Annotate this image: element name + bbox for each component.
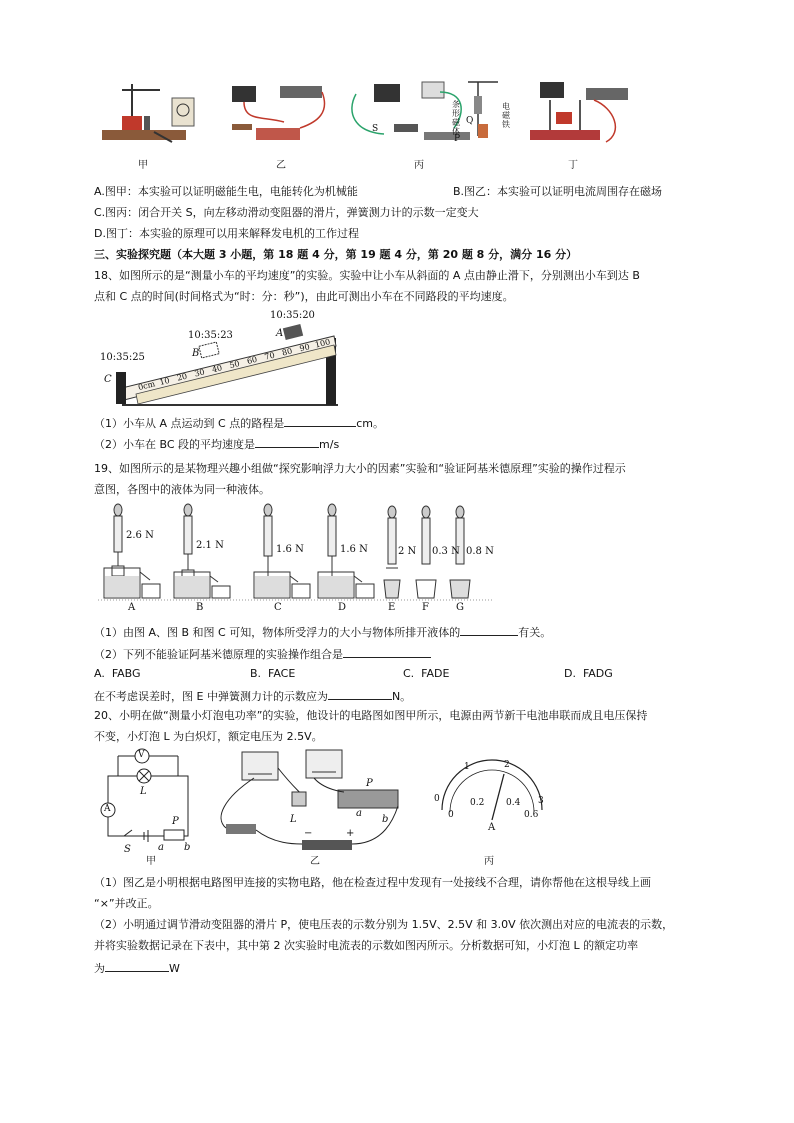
q18-sub1-unit: cm。 [356, 417, 384, 430]
diagram-a-label: A [104, 804, 111, 814]
q18-point-a: A [276, 328, 284, 339]
diagram-l-label: L [140, 786, 147, 797]
ruler-tick: 40 [211, 363, 224, 375]
q19-sub1 [94, 623, 551, 641]
q20-stem-line1: 20、小明在做“测量小灯泡电功率”的实验，他设计的电路图如图甲所示，电源由两节新干电池串联而成且电压保持 [94, 709, 648, 722]
fig-label-jia: 甲 [138, 160, 148, 171]
setup-b [174, 504, 230, 598]
dial-bottom-04: 0.4 [506, 798, 521, 808]
q20-sub1-line1: （1）图乙是小明根据电路图甲连接的实物电路，他在检查过程中发现有一处接线不合理，请你帮他在这根导线上画 [94, 876, 651, 889]
reading-c: 1.6 N [276, 544, 304, 555]
q19-stem-line2: 意图，各图中的液体为同一种液体。 [94, 483, 270, 496]
phys-minus-label: − [304, 828, 313, 839]
ruler-tick: 0cm [137, 379, 156, 393]
fig-bing-em-label: 电磁铁 [502, 102, 510, 129]
q18-stem-line2: 点和 C 点的时间(时间格式为“时：分：秒”)，由此可测出小车在不同路段的平均速度。 [94, 290, 514, 303]
ruler-tick: 90 [298, 342, 311, 354]
fig-bing-q: Q [466, 116, 474, 126]
q18-answer-blank-1[interactable] [284, 414, 356, 427]
letter-e: E [388, 602, 396, 613]
ruler-tick: 100 [314, 337, 332, 350]
q19-option-b: B. FACE [250, 667, 296, 680]
letter-d: D [338, 602, 347, 613]
diagram-b-terminal: b [184, 842, 191, 853]
q19-option-d: D. FADG [564, 667, 613, 680]
phys-a-terminal: a [356, 808, 362, 819]
phys-b-terminal: b [382, 814, 389, 825]
q18-sub2 [94, 435, 339, 453]
q18-figure [98, 308, 354, 410]
q18-time-a: 10:35:20 [270, 310, 315, 321]
q20-answer-blank-power[interactable] [105, 959, 169, 972]
diagram-p-label: P [172, 816, 179, 827]
q18-sub2-unit: m/s [319, 438, 340, 451]
ruler-tick: 50 [228, 359, 241, 371]
q19-sub2-text: （2）下列不能验证阿基米德原理的实验操作组合是 [94, 648, 343, 661]
q19-sub1-tail: 有关。 [518, 626, 552, 639]
q20-sub2-line3 [94, 959, 180, 977]
circuit-label-jia: 甲 [146, 856, 156, 867]
dial-top-2: 2 [504, 760, 510, 770]
ruler-tick: 60 [246, 354, 259, 366]
phys-p-label: P [366, 778, 373, 789]
diagram-a-terminal: a [158, 842, 164, 853]
q18-stem-line1: 18、如图所示的是“测量小车的平均速度”的实验。实验中让小车从斜面的 A 点由静止滑下，分别测出小车到达 B [94, 269, 640, 282]
q18-answer-blank-2[interactable] [255, 435, 319, 448]
fig-bing-magnet-label: 条形磁体 [452, 100, 460, 136]
dial-top-0: 0 [434, 794, 440, 804]
letter-b: B [196, 602, 204, 613]
q17-option-c: C.图丙：闭合开关 S，向左移动滑动变阻器的滑片，弹簧测力计的示数一定变大 [94, 206, 479, 219]
q18-time-c: 10:35:25 [100, 352, 145, 363]
q20-stem-line2: 不变，小灯泡 L 为白炽灯，额定电压为 2.5V。 [94, 730, 323, 743]
q18-point-c: C [104, 374, 112, 385]
ruler-tick: 30 [193, 367, 206, 379]
q18-sub2-text: （2）小车在 BC 段的平均速度是 [94, 438, 256, 451]
buoyancy-drawing [98, 500, 494, 618]
q18-sub1-text: （1）小车从 A 点运动到 C 点的路程是 [94, 417, 285, 430]
q20-sub2-wei: 为 [94, 962, 105, 975]
fig-jia-apparatus [102, 84, 194, 142]
q19-option-c: C. FADE [403, 667, 450, 680]
circuit-label-bing: 丙 [484, 856, 494, 867]
dial-bottom-02: 0.2 [470, 798, 485, 808]
q19-sub1-text: （1）由图 A、图 B 和图 C 可知，物体所受浮力的大小与物体所排开液体的 [94, 626, 461, 639]
fig-yi-apparatus [232, 86, 325, 140]
dial-unit: A [488, 822, 496, 833]
q20-sub2-line1: （2）小明通过调节滑动变阻器的滑片 P，使电压表的示数分别为 1.5V、2.5V 和 3.0V 依次测出对应的电流表的示数， [94, 918, 674, 931]
q19-answer-blank-1[interactable] [460, 623, 518, 636]
q18-point-b: B [192, 348, 200, 359]
ruler-tick: 20 [176, 371, 189, 383]
q19-answer-blank-3[interactable] [328, 687, 392, 700]
reading-f: 0.3 N [432, 546, 460, 557]
q17-option-d: D.图丁：本实验的原理可以用来解释发电机的工作过程 [94, 227, 359, 240]
q17-option-a: A.图甲：本实验可以证明磁能生电，电能转化为机械能 [94, 185, 358, 198]
circuit-label-yi: 乙 [310, 856, 320, 867]
reading-e: 2 N [398, 546, 417, 557]
q18-sub1 [94, 414, 384, 432]
q19-stem-line1: 19、如图所示的是某物理兴趣小组做“探究影响浮力大小的因素”实验和“验证阿基米德原理”实验的操作过程示 [94, 462, 626, 475]
letter-f: F [422, 602, 429, 613]
q20-figure [94, 748, 554, 868]
dial-top-3: 3 [538, 796, 544, 806]
fig-label-ding: 丁 [568, 160, 578, 171]
ruler-tick: 80 [281, 346, 294, 358]
q19-sub3 [94, 687, 411, 705]
fig-bing-s: S [372, 124, 379, 134]
q19-sub2 [94, 645, 431, 663]
q19-answer-blank-2[interactable] [343, 645, 431, 658]
letter-g: G [456, 602, 464, 613]
section3-title: 三、实验探究题（本大题 3 小题，第 18 题 4 分，第 19 题 4 分，第 20 题 8 分，满分 16 分） [94, 248, 578, 261]
reading-a: 2.6 N [126, 530, 154, 541]
reading-b: 2.1 N [196, 540, 224, 551]
setup-a [104, 504, 160, 598]
dial-bottom-0: 0 [448, 810, 454, 820]
q19-sub3-unit: N。 [391, 690, 412, 703]
dial-top-1: 1 [464, 762, 470, 772]
phys-plus-label: + [346, 828, 355, 839]
fig-ding-apparatus [530, 82, 628, 142]
q19-sub3-text: 在不考虑误差时，图 E 中弹簧测力计的示数应为 [94, 690, 328, 703]
letter-c: C [274, 602, 282, 613]
ruler-tick: 70 [263, 350, 276, 362]
top-figures [94, 72, 654, 172]
fig-label-bing: 丙 [414, 160, 424, 171]
ruler-tick: 10 [158, 375, 171, 387]
q19-figure [98, 500, 494, 618]
reading-d: 1.6 N [340, 544, 368, 555]
reading-g: 0.8 N [466, 546, 494, 557]
q19-option-a: A. FABG [94, 667, 141, 680]
q20-sub2-line2: 并将实验数据记录在下表中，其中第 2 次实验时电流表的示数如图丙所示。分析数据可知，小灯泡 L 的额定功率 [94, 939, 639, 952]
phys-l-label: L [290, 814, 297, 825]
diagram-v-label: V [138, 750, 145, 760]
q17-option-b: B.图乙：本实验可以证明电流周围存在磁场 [453, 185, 663, 198]
dial-bottom-06: 0.6 [524, 810, 539, 820]
q20-sub1-line2: “×”并改正。 [94, 897, 159, 910]
letter-a: A [128, 602, 136, 613]
q20-sub2-unit: W [169, 962, 180, 975]
fig-label-yi: 乙 [276, 160, 286, 171]
diagram-s-label: S [124, 844, 131, 855]
fig-bing-p: P [454, 134, 461, 144]
q18-time-b: 10:35:23 [188, 330, 233, 341]
